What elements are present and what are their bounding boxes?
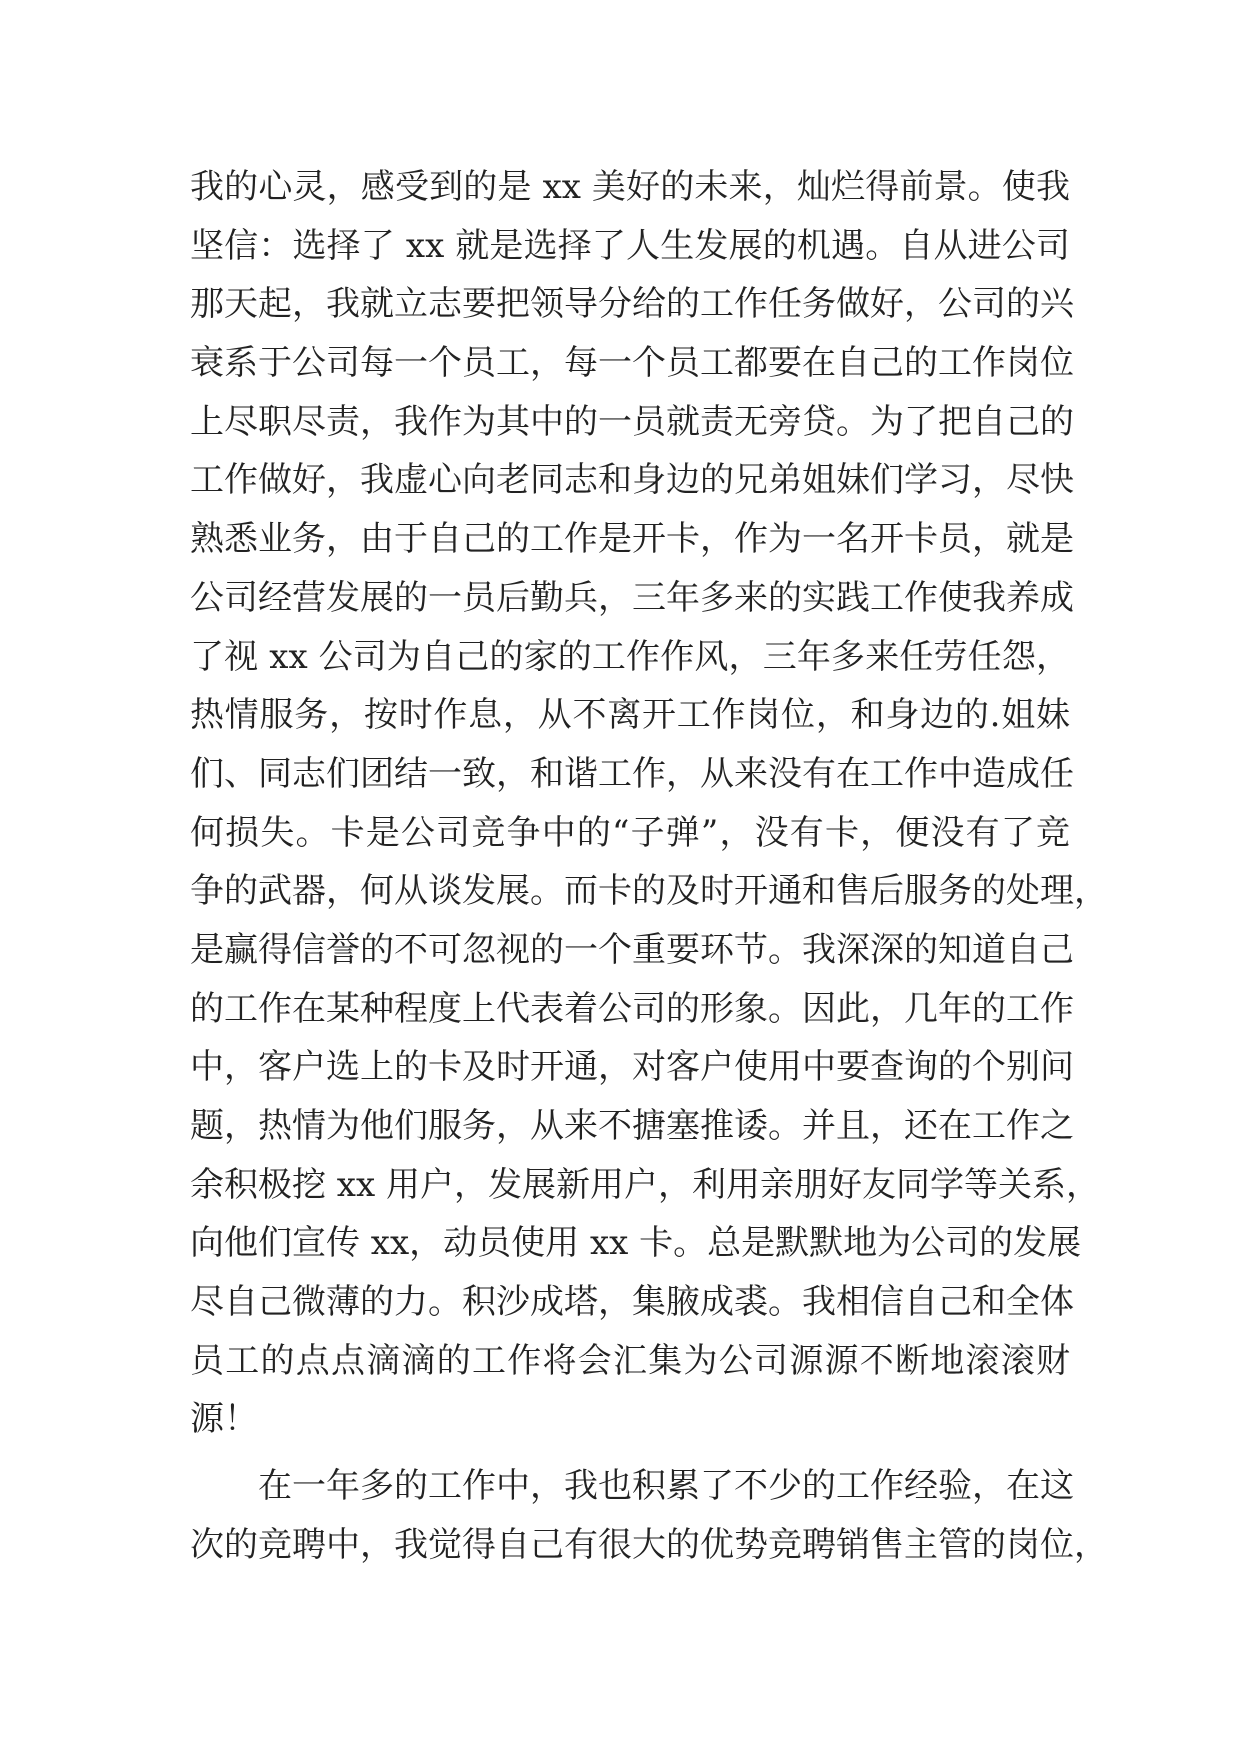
text-line: 衰系于公司每一个员工，每一个员工都要在自己的工作岗位 xyxy=(190,343,1074,384)
text-line: 向他们宣传 xx，动员使用 xx 卡。总是默默地为公司的发展 xyxy=(190,1223,1082,1264)
text-line: 那天起，我就立志要把领导分给的工作任务做好，公司的兴 xyxy=(190,284,1074,325)
text-line: 余积极挖 xx 用户，发展新用户，利用亲朋好友同学等关系， xyxy=(190,1164,1100,1205)
paragraph-gap xyxy=(190,1449,1070,1457)
paragraph-1 xyxy=(190,158,1108,1449)
text-line: 我的心灵，感受到的是 xx 美好的未来，灿烂得前景。使我 xyxy=(190,167,1070,207)
text-line: 中，客户选上的卡及时开通，对客户使用中要查询的个别问 xyxy=(190,1047,1074,1088)
text-line: 们、同志们团结一致，和谐工作，从来没有在工作中造成任 xyxy=(190,753,1074,794)
document-body xyxy=(190,158,1108,1575)
text-line: 尽自己微薄的力。积沙成塔，集腋成裘。我相信自己和全体 xyxy=(190,1282,1074,1323)
text-line: 坚信：选择了 xx 就是选择了人生发展的机遇。自从进公司 xyxy=(190,225,1070,266)
text-line: 次的竞聘中，我觉得自己有很大的优势竞聘销售主管的岗位， xyxy=(190,1524,1108,1565)
text-line: 何损失。卡是公司竞争中的“子弹”，没有卡，便没有了竞 xyxy=(190,812,1070,853)
text-line: 工作做好，我虚心向老同志和身边的兄弟姐妹们学习，尽快 xyxy=(190,460,1074,501)
text-line: 题，热情为他们服务，从来不搪塞推诿。并且，还在工作之 xyxy=(190,1106,1074,1146)
text-line: 热情服务，按时作息，从不离开工作岗位，和身边的.姐妹 xyxy=(190,695,1070,736)
text-line: 了视 xx 公司为自己的家的工作作风，三年多来任劳任怨， xyxy=(190,636,1070,677)
text-line: 的工作在某种程度上代表着公司的形象。因此，几年的工作 xyxy=(190,988,1074,1029)
paragraph-2 xyxy=(190,1457,1108,1574)
text-line: 在一年多的工作中，我也积累了不少的工作经验，在这 xyxy=(258,1466,1074,1507)
text-line: 是赢得信誉的不可忽视的一个重要环节。我深深的知道自己 xyxy=(190,929,1074,970)
text-line: 员工的点点滴滴的工作将会汇集为公司源源不断地滚滚财 xyxy=(190,1340,1070,1381)
text-line: 熟悉业务，由于自己的工作是开卡，作为一名开卡员，就是 xyxy=(190,519,1074,560)
text-line: 源！ xyxy=(190,1399,258,1440)
text-line: 公司经营发展的一员后勤兵，三年多来的实践工作使我养成 xyxy=(190,577,1074,618)
text-line: 争的武器，何从谈发展。而卡的及时开通和售后服务的处理， xyxy=(190,871,1108,912)
text-line: 上尽职尽责，我作为其中的一员就责无旁贷。为了把自己的 xyxy=(190,401,1074,442)
